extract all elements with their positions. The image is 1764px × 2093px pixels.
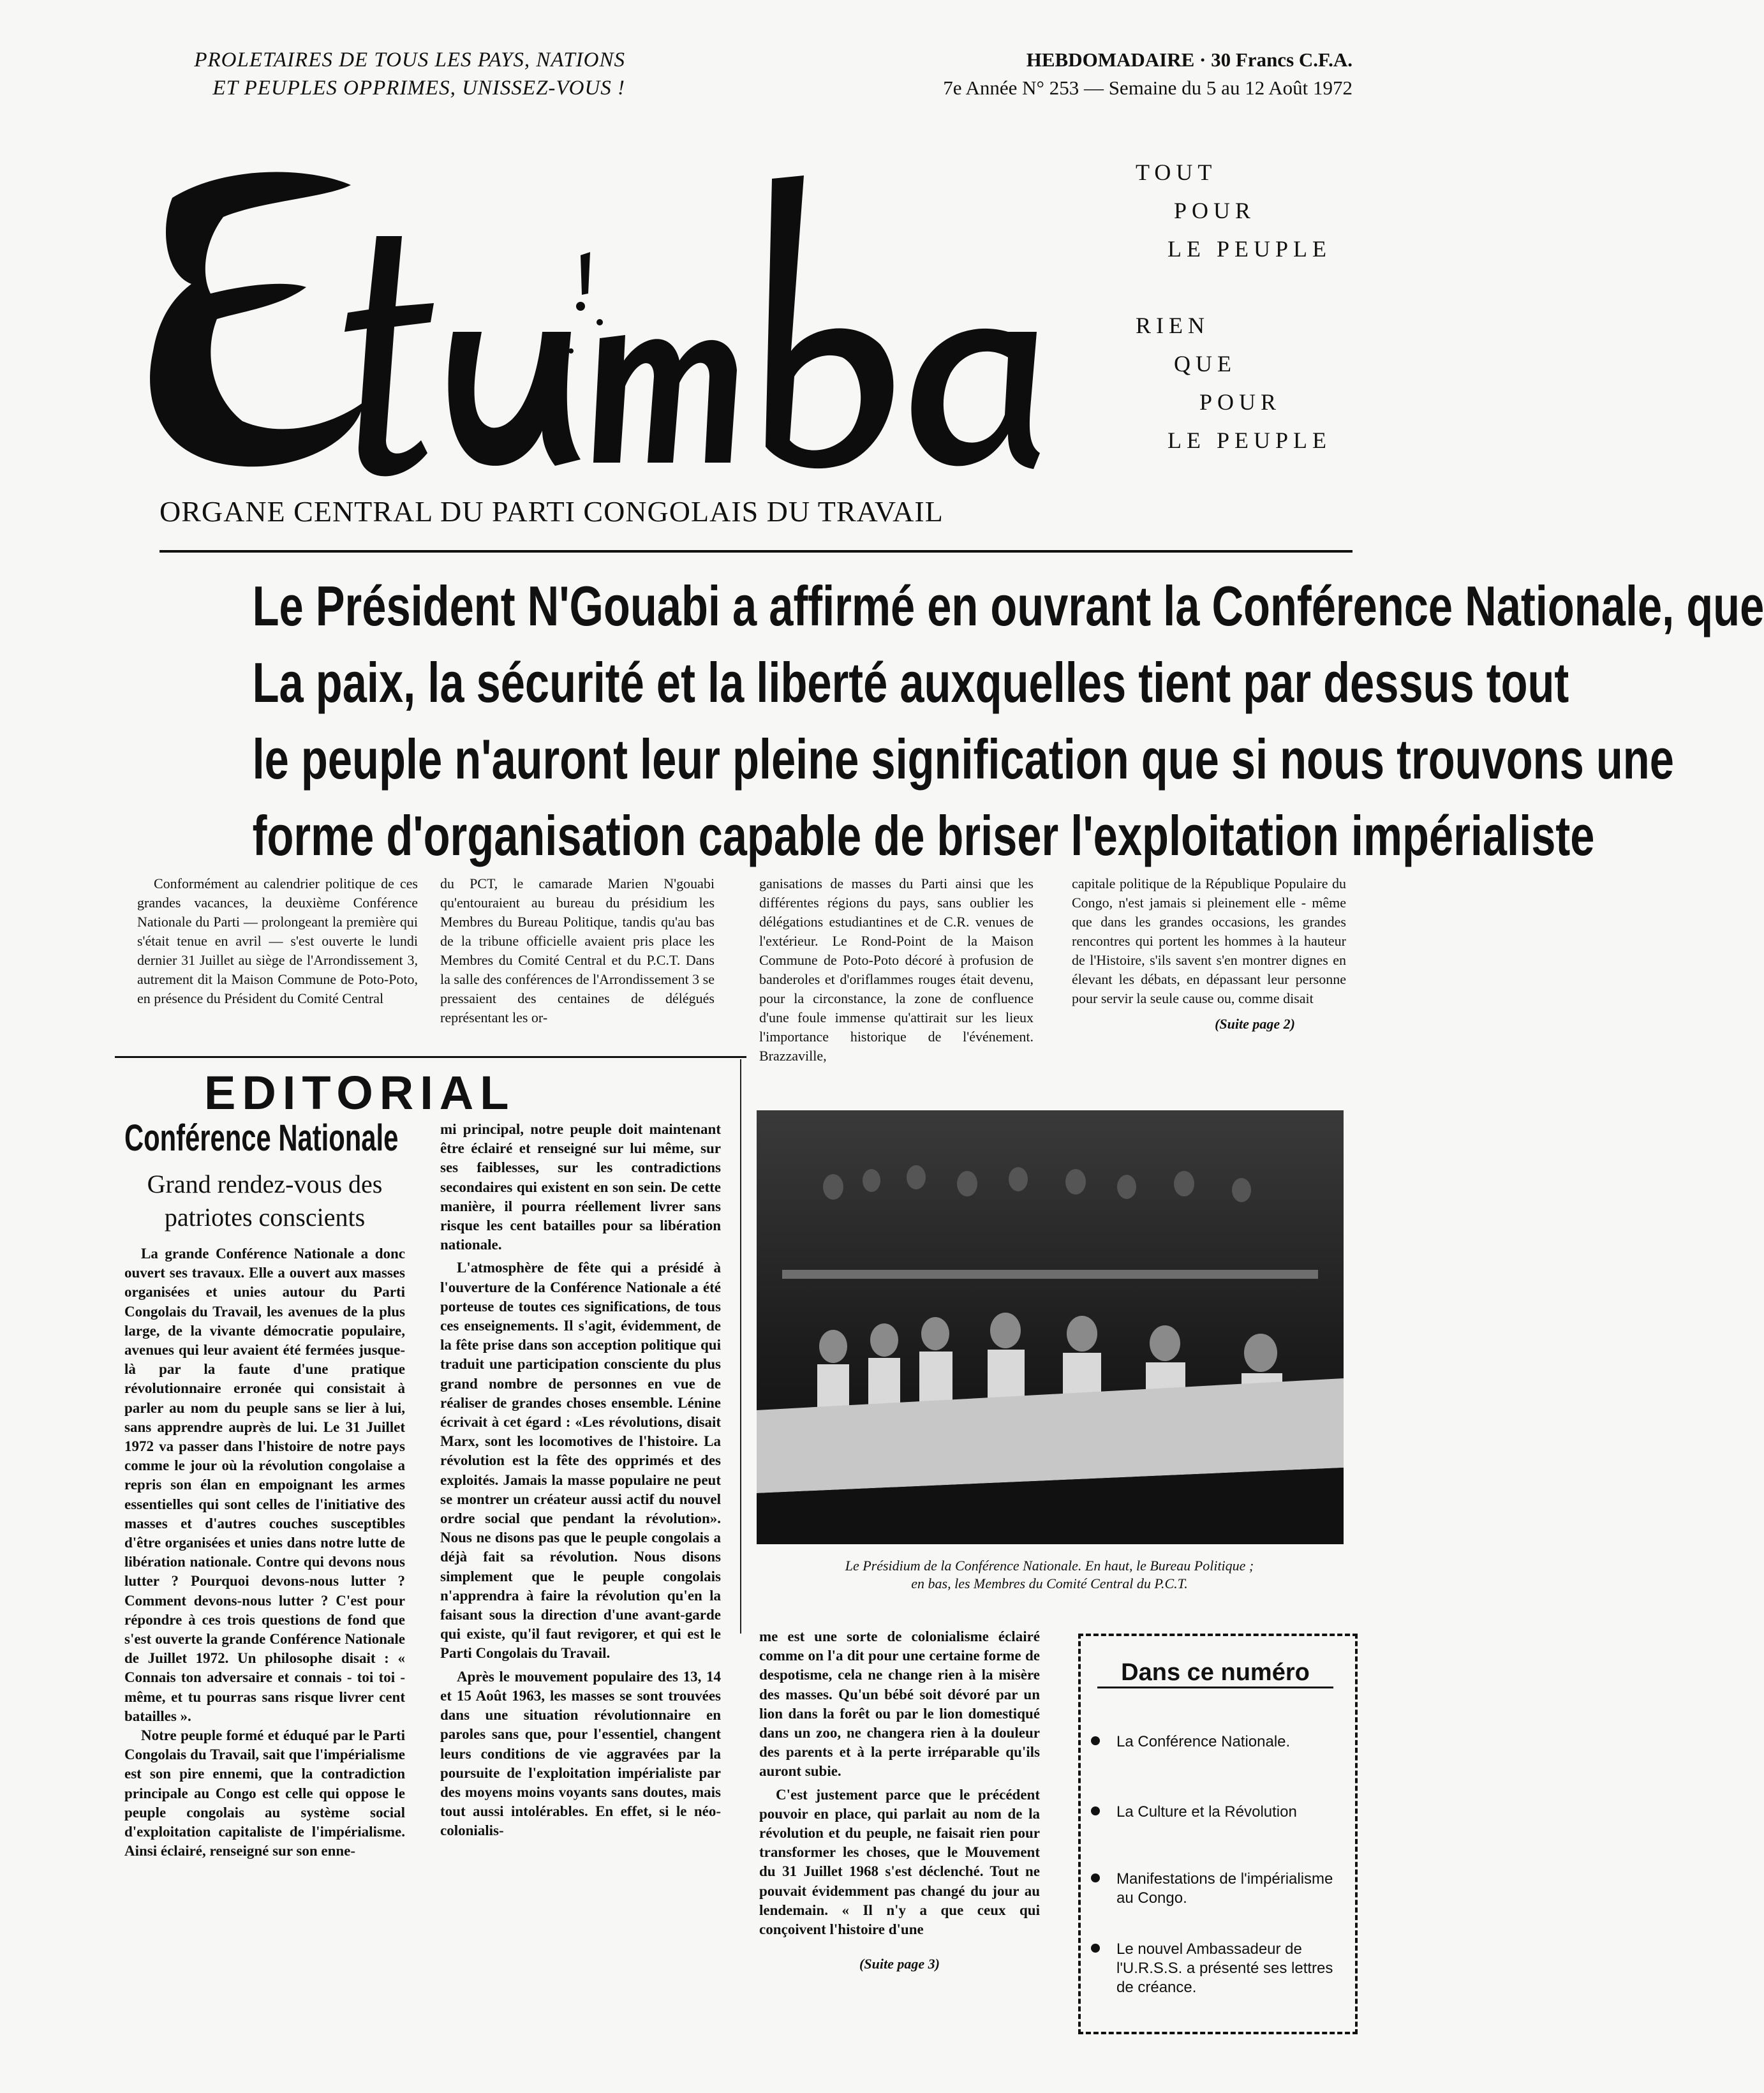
editorial-paragraph: Notre peuple formé et éduqué par le Parti Congolais du Travail, sait que l'impérialisme est son pire ennemi, que la contradiction principale au Congo est celle qui oppose le peuple congolais au système social d'exploitation capitaliste de l'impérialisme. Ainsi éclairé, renseigné sur son enne- [124,1727,405,1859]
editorial-title: Conférence Nationale [124,1117,399,1159]
masthead-slogan [1136,153,1365,459]
party-motto [115,46,625,102]
column-rule [740,1059,741,1634]
contents-item[interactable] [1091,1803,1346,1822]
lead-article-column-1 [137,874,418,1008]
headline-line: Le Président N'Gouabi a affirmé en ouvrant la Conférence Nationale, que [252,574,1764,637]
editorial-paragraph: Après le mouvement populaire des 13, 14 et 15 Août 1963, les masses se sont trouvées dans une situation révolutionnaire en paroles sans que, pour l'essentiel, changent leurs conditions de vie aggravées par la poursuite de l'exploitation impérialiste par des moyens moins voyants sans doutes, mais tout aussi intolérables. En effet, si le néo-colonialis- [440,1668,721,1839]
caption-line: en bas, les Membres du Comité Central du P.C.T. [911,1575,1188,1591]
frequency-price: HEBDOMADAIRE · 30 Francs C.F.A. [1026,48,1353,71]
bullet-icon [1091,1806,1100,1815]
issue-date: 7e Année N° 253 — Semaine du 5 au 12 Août 1972 [943,77,1353,99]
lead-article-column-2 [440,874,715,1027]
slogan-line: QUE [1174,351,1236,376]
photo-caption [759,1557,1340,1593]
headline-line: le peuple n'auront leur pleine signification que si nous trouvons une [252,727,1674,791]
editorial-paragraph: me est une sorte de colonialisme éclairé comme on l'a dit pour une certaine forme de despotisme, cela ne change rien à la misère des masses. Qu'un bébé soit dévoré par un lion dans la forêt ou par le lion domestiqué dans un zoo, ne changera rien à la douleur des parents et à la perte irréparable qu'ils auront subie. [759,1628,1040,1780]
contents-item-label: La Conférence Nationale. [1116,1733,1291,1750]
masthead-rule [159,550,1353,553]
editorial-paragraph: L'atmosphère de fête qui a présidé à l'ouverture de la Conférence Nationale a été porteuse de toutes ces significations, de tous ces enseignements. Il s'agit, évidemment, de la fête prise dans son acception politique qui traduit une participation consciente du plus grand nombre de personnes en vue de réaliser de grandes choses ensemble. Lénine écrivait à cet égard : «Les révolutions, disait Marx, sont les locomotives de l'histoire. La révolution est la fête des opprimés et des exploités. Jamais la masse populaire ne peut se montrer un créateur aussi actif du nouvel ordre social que pendant la révolution». Nous ne disons pas que le peuple congolais a déjà fait sa révolution. Nous disons simplement que le peuple congolais n'apprendra à faire la révolution qu'en la faisant sous la direction d'une avant-garde qui existe, qu'il faut revigorer, et qui est le Parti Congolais du Travail. [440,1260,721,1662]
slogan-line: POUR [1174,198,1256,223]
lead-article-text: Conformément au calendrier politique de ces grandes vacances, la deuxième Conférence Nationale du Parti — prolongeant la première qui s'était tenue en avril — s'est ouverte le lundi dernier 31 Juillet au siège de l'Arrondissement 3, autrement dit la Maison Commune de Poto-Poto, en présence du Président du Comité Central [137,875,418,1006]
editorial-paragraph: mi principal, notre peuple doit maintenant être éclairé et renseigné sur lui même, sur ses faiblesses, sur les contradictions secondaires qui existent en son sein. De cette manière, il pourra réellement livrer sans risque les cent batailles pour sa libération nationale. [440,1121,721,1253]
contents-box-title: Dans ce numéro [1097,1659,1333,1688]
contents-item[interactable] [1091,1940,1346,1997]
editorial-column-2 [440,1120,721,1841]
editorial-paragraph: C'est justement parce que le précédent pouvoir en place, qui parlait au nom de la révolution et du peuple, ne faisait rien pour transformer les choses, que le Mouvement du 31 Juillet 1968 s'est déclenché. Tout ne pouvait évidemment pas changé du jour au lendemain. « Il n'y a que ceux qui conçoivent l'histoire d'une [759,1786,1040,1938]
motto-line-2: ET PEUPLES OPPRIMES, UNISSEZ-VOUS ! [212,77,625,100]
bullet-icon [1091,1873,1100,1882]
lead-article-column-4 [1072,874,1346,1034]
headline-line: La paix, la sécurité et la liberté auxquelles tient par dessus tout [252,651,1569,714]
editorial-paragraph: La grande Conférence Nationale a donc ouvert ses travaux. Elle a ouvert aux masses organisées et unies autour du Parti Congolais du Travail, les avenues de la plus large, de la vivante démocratie populaire, avenues qui leur avaient été fermées jusque-là par la faute d'une pratique révolutionnaire erronée qui consistait à parler au nom du peuple sans se lier à lui, sans apprendre auprès de lui. Le 31 Juillet 1972 va passer dans l'histoire de notre pays comme le jour où la révolution congolaise a repris son élan en empoignant les armes essentielles qui sont celles de l'initiative des masses et d'autres couches susceptibles d'être organisées et unies dans notre lutte de libération nationale. Contre qui devons nous lutter ? Pourquoi devons-nous lutter ? Comment devons-nous lutter ? C'est pour répondre à ces trois questions de fond que s'est ouverte la grande Conférence Nationale de Juillet 1972. Un philosophe disait : « Connais ton adversaire et connais - toi toi - même, et tu pourras sans risque livrer cent batailles ». [124,1246,405,1724]
contents-item-label: Le nouvel Ambassadeur de l'U.R.S.S. a présenté ses lettres de créance. [1116,1940,1333,1996]
slogan-line: POUR [1199,389,1282,415]
slogan-line: LE PEUPLE [1167,428,1331,453]
presidium-photo [757,1110,1344,1544]
continued-note: (Suite page 3) [859,1956,940,1972]
slogan-line: RIEN [1136,313,1210,338]
editorial-banner: EDITORIAL [204,1066,515,1119]
contents-item[interactable] [1091,1732,1346,1752]
editorial-column-3 [759,1627,1040,1974]
motto-line-1: PROLETAIRES DE TOUS LES PAYS, NATIONS [194,48,625,71]
contents-item-label: La Culture et la Révolution [1116,1803,1297,1821]
lead-article-column-3 [759,874,1034,1066]
lead-article-text: capitale politique de la République Populaire du Congo, n'est jamais si pleinement elle - même que dans les grandes occasions, les grandes rencontres qui portent les hommes à la hauteur de l'Histoire, s'ils savent s'en montrer dignes en élevant les débats, en dépassant leur personne pour servir la seule cause ou, comme disait [1072,875,1346,1006]
slogan-line: LE PEUPLE [1167,236,1331,262]
organ-subtitle: ORGANE CENTRAL DU PARTI CONGOLAIS DU TRAVAIL [159,495,944,528]
lead-article-text: ganisations de masses du Parti ainsi que les différentes régions du pays, sans oublier les délégations estudiantines et de C.R. venues de l'extérieur. Le Rond-Point de la Maison Commune de Poto-Poto décoré à profusion de banderoles et d'oriflammes rouges était devenu, pour la circonstance, la zone de confluence d'une foule immense qu'attirait sur les lieux l'importance historique de l'événement. Brazzaville, [759,875,1034,1064]
headline-line: forme d'organisation capable de briser l'exploitation impérialiste [252,804,1595,867]
section-rule [115,1056,746,1058]
continued-note: (Suite page 2) [1215,1016,1295,1032]
editorial-column-1 [124,1244,405,1861]
editorial-subtitle: Grand rendez-vous des patriotes conscients [147,1170,383,1232]
issue-info [791,46,1353,102]
lead-article-text: du PCT, le camarade Marien N'gouabi qu'entouraient au bureau du présidium les Membres du Bureau Politique, tandis qu'au bas de la tribune officielle avaient pris place les Membres du Comité Central et du P.C.T. Dans la salle des conférences de l'Arrondissement 3 se pressaient des centaines de délégués représentant les or- [440,875,715,1025]
main-headline [252,568,1764,874]
bullet-icon [1091,1944,1100,1953]
etumba-logo [96,140,1091,498]
contents-item[interactable] [1091,1870,1346,1908]
bullet-icon [1091,1736,1100,1745]
caption-line: Le Présidium de la Conférence Nationale. En haut, le Bureau Politique ; [845,1558,1254,1574]
contents-item-label: Manifestations de l'impérialisme au Congo. [1116,1870,1333,1907]
slogan-line: TOUT [1136,160,1217,185]
